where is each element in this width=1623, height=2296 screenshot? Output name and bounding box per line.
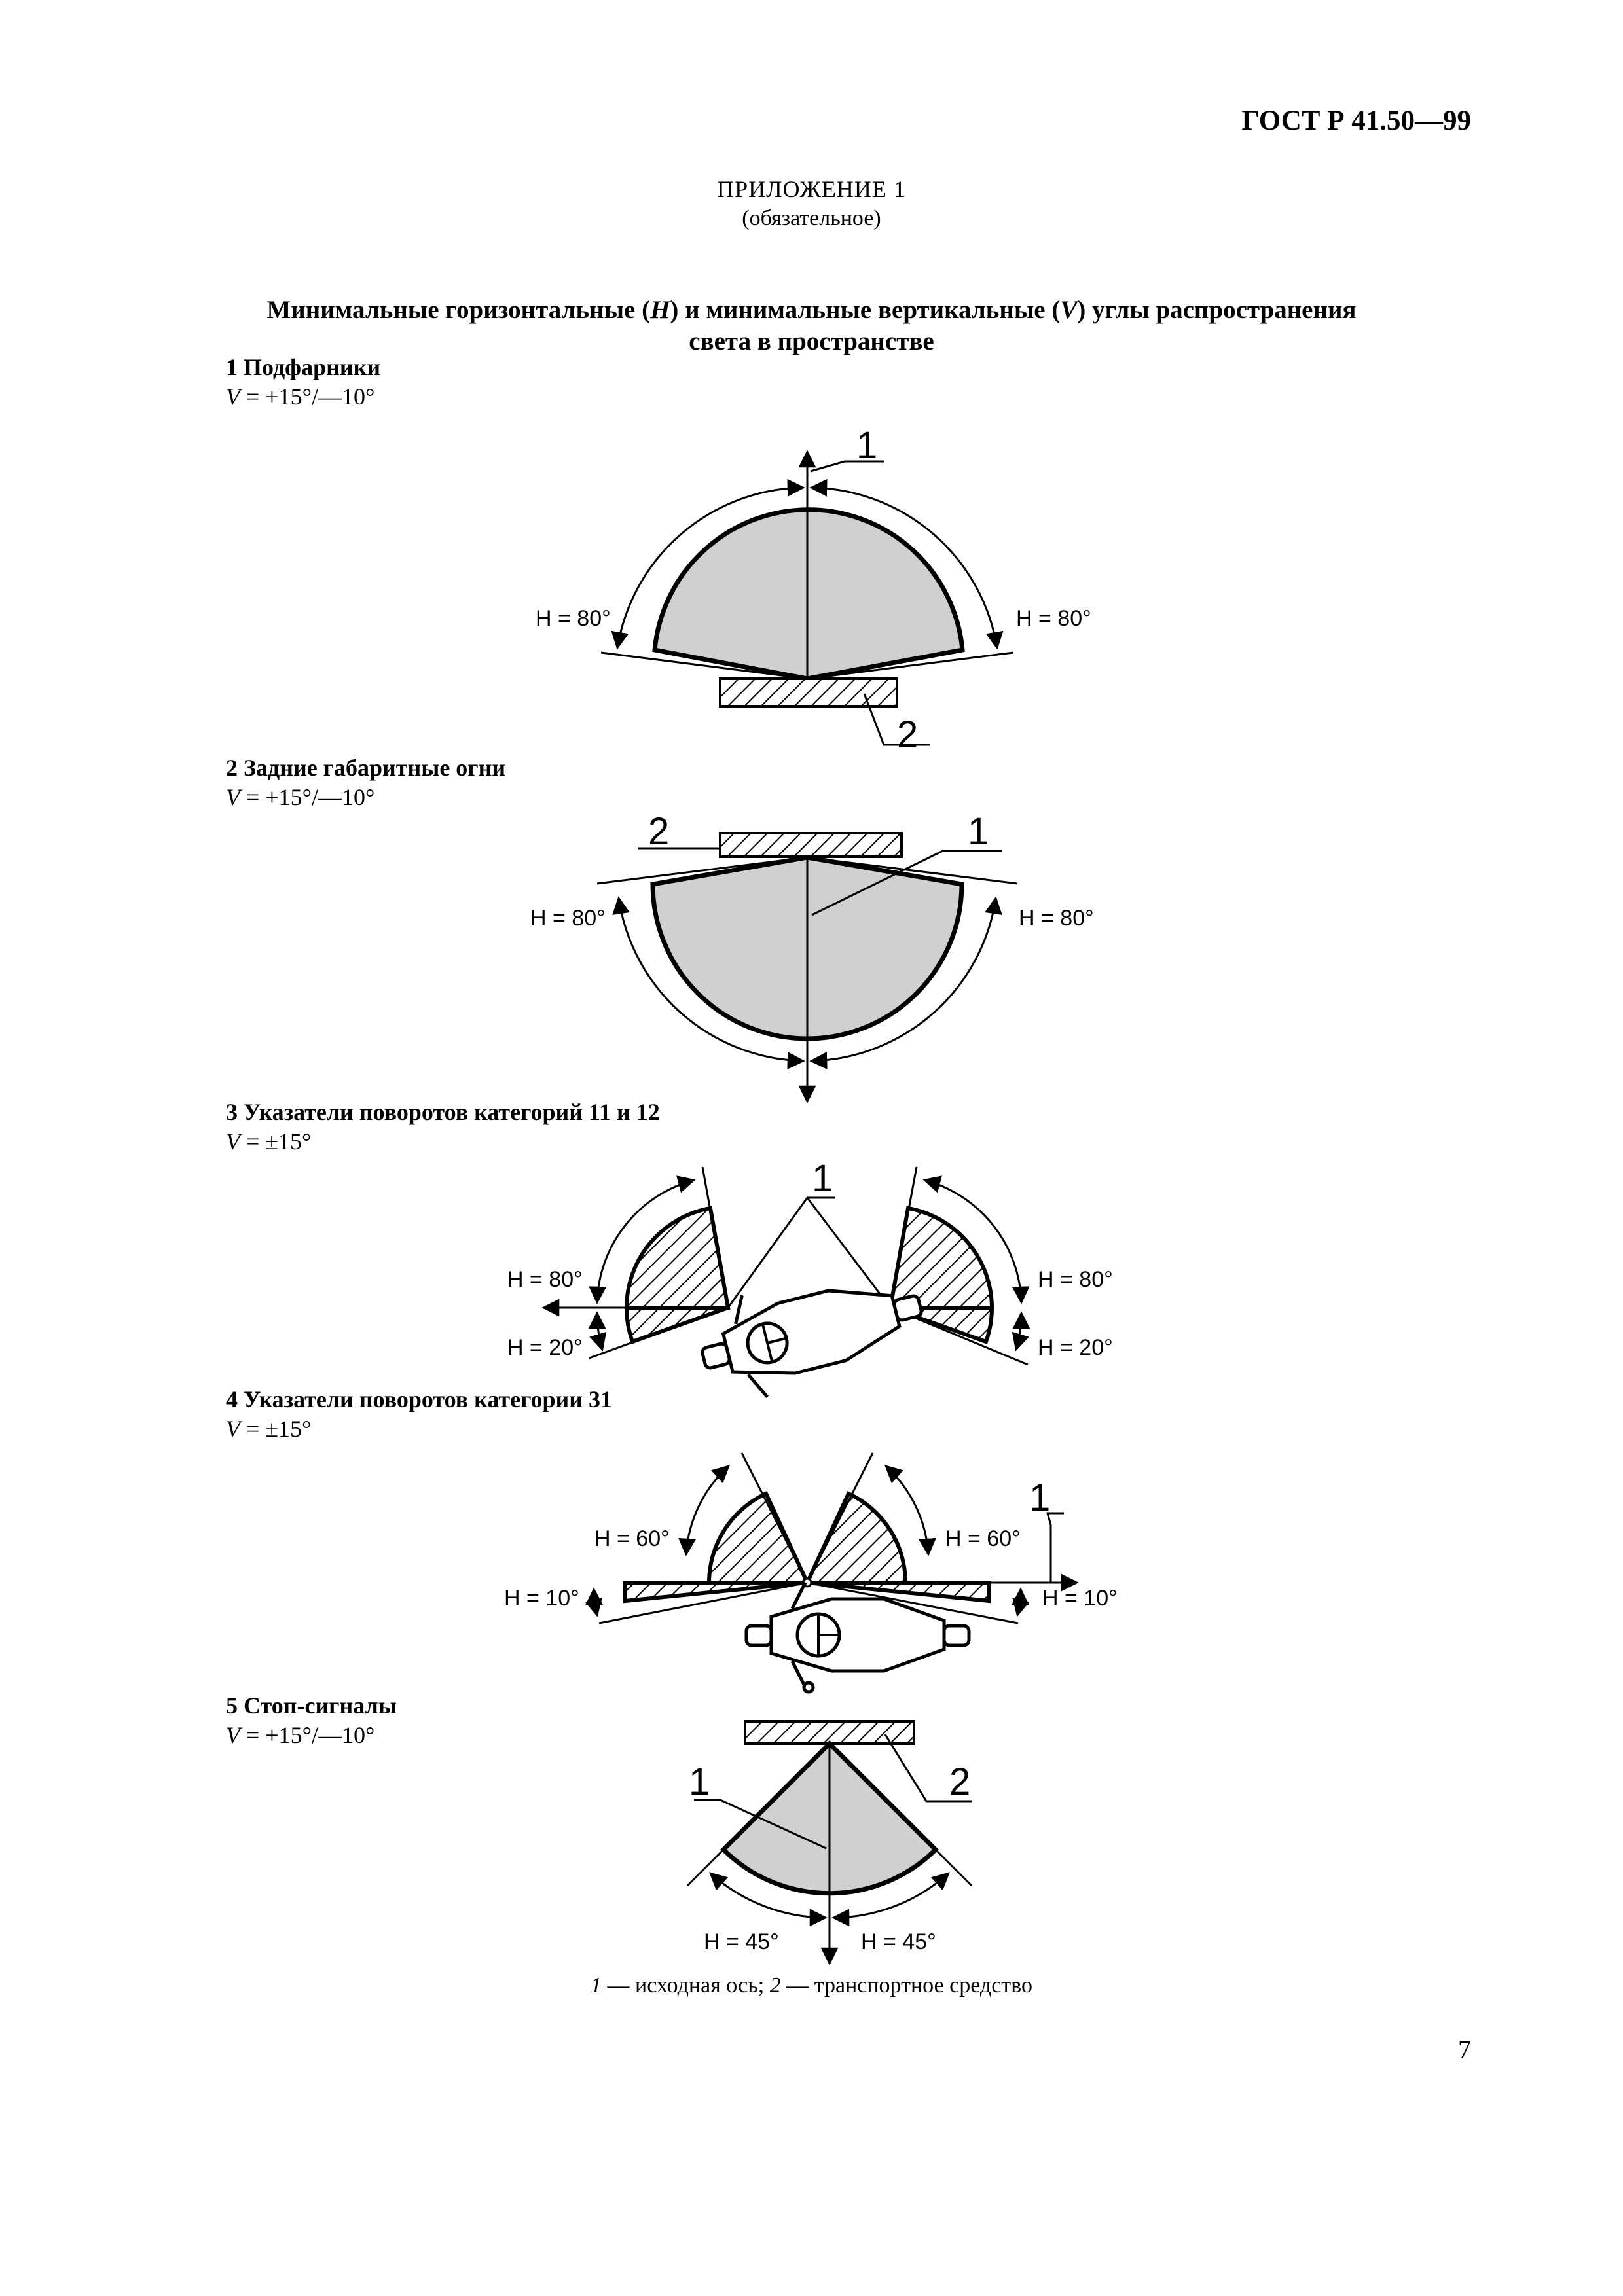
section-3-formula: V = ±15° xyxy=(226,1128,312,1155)
fig2-callout-vehicle: 2 xyxy=(648,810,670,853)
fig3-right-lower-arc xyxy=(1016,1313,1021,1350)
fig4-right-light-sector xyxy=(807,1494,905,1583)
fig3-h-left-bottom-label: H = 20° xyxy=(507,1335,583,1360)
fig1-h-right-label: H = 80° xyxy=(1016,606,1091,631)
title-line-2: света в пространстве xyxy=(689,327,934,355)
fig3-h-right-top-label: H = 80° xyxy=(1038,1267,1113,1292)
figure-2-rear-position-lamps xyxy=(530,810,1094,1102)
fig4-callout-axis-leader xyxy=(1048,1513,1064,1583)
section-2-formula: V = +15°/—10° xyxy=(226,784,375,810)
fig5-h-right-label: H = 45° xyxy=(861,1929,936,1954)
figure-legend: 1 — исходная ось; 2 — транспортное средство xyxy=(591,1973,1032,1998)
section-5-formula: V = +15°/—10° xyxy=(226,1722,375,1748)
fig2-vehicle xyxy=(720,833,902,857)
fig1-callout-vehicle: 2 xyxy=(897,713,919,756)
appendix-title: ПРИЛОЖЕНИЕ 1 xyxy=(717,176,906,202)
figure-1-position-lamps xyxy=(536,424,1091,756)
fig2-callout-axis: 1 xyxy=(968,810,989,853)
fig1-h-left-label: H = 80° xyxy=(536,606,611,631)
fig5-callout-vehicle: 2 xyxy=(949,1761,971,1803)
fig3-callout-axis-leader xyxy=(728,1198,890,1308)
fig3-left-lower-arc xyxy=(597,1313,602,1350)
fig1-light-sector xyxy=(655,510,962,679)
fig4-left-flat-sector xyxy=(625,1583,807,1601)
section-4-title: 4 Указатели поворотов категории 31 xyxy=(226,1386,613,1412)
fig4-left-lower-arc xyxy=(594,1589,597,1615)
fig4-h-right-bottom-label: H = 10° xyxy=(1042,1586,1118,1611)
figure-4-direction-indicators-31 xyxy=(504,1453,1118,1692)
fig2-h-right-label: H = 80° xyxy=(1019,906,1094,931)
fig1-vehicle xyxy=(720,679,897,706)
fig5-h-left-label: H = 45° xyxy=(704,1929,779,1954)
fig4-right-lower-arc xyxy=(1017,1589,1021,1615)
figure-3-direction-indicators-11-12 xyxy=(507,1157,1113,1410)
fig2-h-left-label: H = 80° xyxy=(530,906,606,931)
appendix-note: (обязательное) xyxy=(742,206,881,230)
fig4-h-right-top-label: H = 60° xyxy=(945,1526,1021,1551)
section-1-formula: V = +15°/—10° xyxy=(226,384,375,410)
fig5-callout-axis: 1 xyxy=(689,1761,710,1803)
section-5-title: 5 Стоп-сигналы xyxy=(226,1693,397,1719)
fig3-h-right-bottom-label: H = 20° xyxy=(1038,1335,1113,1360)
figure-5-stop-lamps xyxy=(687,1721,972,1964)
fig1-callout-axis: 1 xyxy=(856,424,878,467)
title-line-1: Минимальные горизонтальные (H) и минимальные вертикальные (V) углы распространения xyxy=(266,296,1357,324)
fig4-motorcycle-icon xyxy=(746,1583,969,1692)
fig4-callout-axis: 1 xyxy=(1029,1477,1051,1519)
fig4-h-left-top-label: H = 60° xyxy=(594,1526,670,1551)
section-4-formula: V = ±15° xyxy=(226,1416,312,1442)
section-3-title: 3 Указатели поворотов категорий 11 и 12 xyxy=(226,1099,660,1125)
fig3-h-left-top-label: H = 80° xyxy=(507,1267,583,1292)
fig3-callout-axis: 1 xyxy=(812,1157,833,1200)
fig4-h-left-bottom-label: H = 10° xyxy=(504,1586,579,1611)
fig4-left-light-sector xyxy=(709,1494,807,1583)
section-1-title: 1 Подфарники xyxy=(226,354,381,380)
section-2-title: 2 Задние габаритные огни xyxy=(226,755,506,781)
standard-number: ГОСТ Р 41.50—99 xyxy=(1241,105,1471,136)
page-number: 7 xyxy=(1458,2035,1471,2064)
